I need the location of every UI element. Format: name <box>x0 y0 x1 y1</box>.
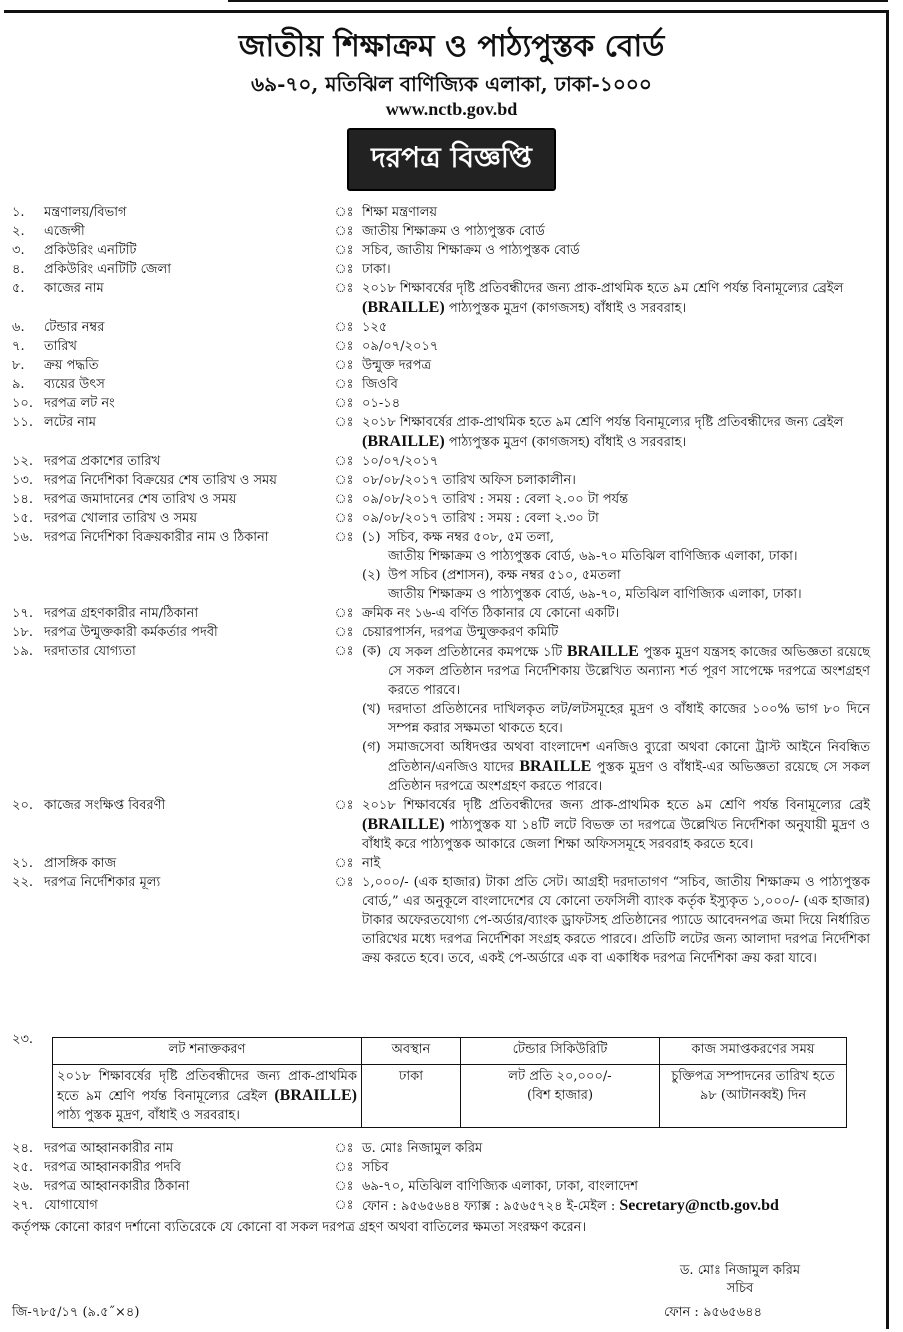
table-row <box>53 1065 847 1128</box>
org-title: জাতীয় শিক্ষাক্রম ও পাঠ্যপুস্তক বোর্ড <box>238 29 665 64</box>
item-row: ৭. তারিখ ঃ ০৯/০৭/২০১৭ <box>12 339 439 354</box>
item-row: ২১. প্রাসঙ্গিক কাজ ঃ নাই <box>12 856 381 871</box>
completion-cell: চুক্তিপত্র সম্পাদনের তারিখ হতে ৯৮ (আটানব্বই) দিন <box>660 1065 847 1128</box>
item-row: ৬. টেন্ডার নম্বর ঃ ১২৫ <box>12 320 388 335</box>
print-code: জি-৭৮৫/১৭ (৯.৫˝×৪) <box>12 1305 140 1320</box>
sub-item: (১) সচিব, কক্ষ নম্বর ৫০৮, ৫ম তলা, জাতীয় শিক্ষাক্রম ও পাঠ্যপুস্তক বোর্ড, ৬৯-৭০ মতিঝিল বাণিজ্যিক এলাকা, ঢাকা। <box>362 530 798 564</box>
lot-table <box>52 1037 847 1128</box>
table-header: কাজ সমাপ্তকরণের সময় <box>660 1038 847 1065</box>
braille-term: BRAILLE <box>566 643 639 660</box>
org-address: ৬৯-৭০, মতিঝিল বাণিজ্যিক এলাকা, ঢাকা-১০০০ <box>251 72 652 96</box>
table-header: অবস্থান <box>362 1038 461 1065</box>
signatory-title: সচিব <box>726 1281 754 1296</box>
inviter-details <box>12 1139 882 1216</box>
item-row: ৯. ব্যয়ের উৎস ঃ জিওবি <box>12 377 398 392</box>
item-row: ৪. প্রকিউরিং এনটিটি জেলা ঃ ঢাকা। <box>12 262 391 277</box>
item-row: ২২. দরপত্র নির্দেশিকার মূল্য ঃ ১,০০০/- (এক হাজার) টাকা প্রতি সেট। আগ্রহী দরদাতাগণ “সচিব, জাতীয় শিক্ষাক্রম ও পাঠ্যপুস্তক বোর্ড,” এর অনুকূলে বাংলাদেশের যে কোনো তফসিলী ব্যাংক কর্তৃক ইস্যুকৃত ১,০০০/- (এক হাজার) টাকার অফেরতযোগ্য পে-অর্ডার/ব্যাংক ড্রাফটসহ প্রতিষ্ঠানের প্যাডে আবেদনপত্র জমা দিয়ে নির্ধারিত তারিখের মধ্যে দরপত্র নির্দেশিকা সংগ্রহ করতে পারবে। প্রতিটি লটের জন্য আলাদা দরপত্র নির্দেশিকা ক্রয় করতে হবে। তবে, একই পে-অর্ডারে এক বা একাধিক দরপত্র নির্দেশিকা ক্রয় করা যাবে। <box>12 875 870 966</box>
item-row: ১. মন্ত্রণালয়/বিভাগ ঃ শিক্ষা মন্ত্রণালয় <box>12 205 438 220</box>
item-23-number: ২৩. <box>12 1032 34 1047</box>
sub-item: (খ) দরদাতা প্রতিষ্ঠানের দাখিলকৃত লট/লটসমূহের মুদ্রণ ও বাঁধাই কাজের ১০০% ভাগ ৮০ দিনে সম্পন্ন করার সক্ষমতা থাকতে হবে। <box>362 702 871 736</box>
item-row: ১৬. দরপত্র নির্দেশিকা বিক্রয়কারীর নাম ও ঠিকানা ঃ (১) সচিব, কক্ষ নম্বর ৫০৮, ৫ম তলা, জাতীয় শিক্ষাক্রম ও পাঠ্যপুস্তক বোর্ড, ৬৯-৭০ মতিঝিল বাণিজ্যিক এলাকা, ঢাকা। (২) উপ সচিব (প্রশাসন), কক্ষ নম্বর ৫১০, ৫মতলা জাতীয় শিক্ষাক্রম ও পাঠ্যপুস্তক বোর্ড, ৬৯-৭০, মতিঝিল বাণিজ্যিক এলাকা, ঢাকা। <box>12 528 882 604</box>
item-row: ১০. দরপত্র লট নং ঃ ০১-১৪ <box>12 396 401 411</box>
table-header: টেন্ডার সিকিউরিটি <box>461 1038 660 1065</box>
lot-identification-cell: ২০১৮ শিক্ষাবর্ষের দৃষ্টি প্রতিবন্ধীদের জন্য প্রাক-প্রাথমিক হতে ৯ম শ্রেণি পর্যন্ত বিনামূল্যের ব্রেইল (BRAILLE) পাঠ্য পুস্তক মুদ্রণ, বাঁধাই ও সরবরাহ। <box>53 1065 362 1128</box>
item-row: ২০. কাজের সংক্ষিপ্ত বিবরণী ঃ ২০১৮ শিক্ষাবর্ষের দৃষ্টি প্রতিবন্ধীদের জন্য প্রাক-প্রাথমিক হতে ৯ম শ্রেণি পর্যন্ত বিনামূল্যের ব্রেই (BRAILLE) পাঠ্যপুস্তক যা ১৪টি লটে বিভক্ত তা দরপত্রে উল্লেখিত নির্দেশিকা অনুযায়ী মুদ্রণ ও বাঁধাই করে পাঠ্যপুস্তক আকারে জেলা শিক্ষা অফিসসমূহে সরবরাহ করতে হবে। <box>12 798 870 852</box>
security-cell: লট প্রতি ২০,০০০/- (বিশ হাজার) <box>461 1065 660 1128</box>
braille-term: BRAILLE <box>519 758 592 775</box>
sub-item: (ক) যে সকল প্রতিষ্ঠানের কমপক্ষে ১টি BRAILLE পুস্তক মুদ্রণ যন্ত্রসহ কাজের অভিজ্ঞতা রয়েছে সে সকল প্রতিষ্ঠান দরপত্র নির্দেশিকায় উল্লেখিত অন্যান্য শর্ত পূরণ সাপেক্ষে দরপত্রে অংশগ্রহণ করতে পারবে। <box>362 643 871 698</box>
item-row: ২. এজেন্সী ঃ জাতীয় শিক্ষাক্রম ও পাঠ্যপুস্তক বোর্ড <box>12 224 545 239</box>
item-row: ৫. কাজের নাম ঃ ২০১৮ শিক্ষাবর্ষের দৃষ্টি প্রতিবন্ধীদের জন্য প্রাক-প্রাথমিক হতে ৯ম শ্রেণি পর্যন্ত বিনামূল্যের ব্রেইল (BRAILLE) পাঠ্যপুস্তক মুদ্রণ (কাগজসহ) বাঁধাই ও সরবরাহ। <box>12 281 844 316</box>
item-row: ২৬. দরপত্র আহ্বানকারীর ঠিকানা ঃ ৬৯-৭০, মতিঝিল বাণিজ্যিক এলাকা, ঢাকা, বাংলাদেশ <box>12 1179 638 1194</box>
header <box>0 28 903 191</box>
item-row: ১৩. দরপত্র নির্দেশিকা বিক্রয়ের শেষ তারিখ ও সময় ঃ ০৮/০৮/২০১৭ তারিখ অফিস চলাকালীন। <box>12 473 576 488</box>
sub-item: (গ) সমাজসেবা অধিদপ্তর অথবা বাংলাদেশ এনজিও ব্যুরো অথবা কোনো ট্রাস্ট আইনে নিবন্ধিত প্রতিষ্ঠান/এনজিও যাদের BRAILLE পুস্তক মুদ্রণ ও বাঁধাই-এর অভিজ্ঞতা রয়েছে সে সকল প্রতিষ্ঠান দরপত্রে অংশগ্রহণ করতে পারবে। <box>362 740 870 794</box>
signature-block <box>640 1262 840 1298</box>
item-row: ১৮. দরপত্র উন্মুক্তকারী কর্মকর্তার পদবী ঃ চেয়ারপার্সন, দরপত্র উন্মুক্তকরণ কমিটি <box>12 625 559 640</box>
braille-term: (BRAILLE) <box>362 299 445 316</box>
item-row: ১৫. দরপত্র খোলার তারিখ ও সময় ঃ ০৯/০৮/২০১৭ তারিখ : সময় : বেলা ২.৩০ টা <box>12 511 599 526</box>
item-row: ৩. প্রকিউরিং এনটিটি ঃ সচিব, জাতীয় শিক্ষাক্রম ও পাঠ্যপুস্তক বোর্ড <box>12 243 580 258</box>
item-row: ২৫. দরপত্র আহ্বানকারীর পদবি ঃ সচিব <box>12 1160 389 1175</box>
item-row: ৮. ক্রয় পদ্ধতি ঃ উন্মুক্ত দরপত্র <box>12 358 432 373</box>
org-website: www.nctb.gov.bd <box>385 99 518 119</box>
table-header: লট শনাক্তকরণ <box>53 1038 362 1065</box>
braille-term: (BRAILLE) <box>274 1087 357 1104</box>
braille-term: (BRAILLE) <box>362 816 445 833</box>
item-row: ২৪. দরপত্র আহ্বানকারীর নাম ঃ ড. মোঃ নিজামুল করিম <box>12 1141 483 1156</box>
top-rule <box>228 0 888 2</box>
item-row: ১৯. দরদাতার যোগ্যতা ঃ (ক) যে সকল প্রতিষ্ঠানের কমপক্ষে ১টি BRAILLE পুস্তক মুদ্রণ যন্ত্রসহ কাজের অভিজ্ঞতা রয়েছে সে সকল প্রতিষ্ঠান দরপত্র নির্দেশিকায় উল্লেখিত অন্যান্য শর্ত পূরণ সাপেক্ষে দরপত্রে অংশগ্রহণ করতে পারবে। (খ) দরদাতা প্রতিষ্ঠানের দাখিলকৃত লট/লটসমূহের মুদ্রণ ও বাঁধাই কাজের ১০০% ভাগ ৮০ দিনে সম্পন্ন করার সক্ষমতা থাকতে হবে। (গ) সমাজসেবা অধিদপ্তর অথবা বাংলাদেশ এনজিও ব্যুরো অথবা কোনো ট্রাস্ট আইনে নিবন্ধিত প্রতিষ্ঠান/এনজিও যাদের BRAILLE পুস্তক মুদ্রণ ও বাঁধাই-এর অভিজ্ঞতা রয়েছে সে সকল প্রতিষ্ঠান দরপত্রে অংশগ্রহণ করতে পারবে। <box>12 643 871 794</box>
footnote: কর্তৃপক্ষ কোনো কারণ দর্শানো ব্যতিরেকে যে কোনো বা সকল দরপত্র গ্রহণ অথবা বাতিলের ক্ষমতা সংরক্ষণ করেন। <box>12 1220 587 1235</box>
tender-details <box>12 203 882 968</box>
notice-title: দরপত্র বিজ্ঞপ্তি <box>347 128 556 191</box>
item-row: ১৪. দরপত্র জমাদানের শেষ তারিখ ও সময় ঃ ০৯/০৮/২০১৭ তারিখ : সময় : বেলা ২.০০ টা পর্যন্ত <box>12 492 629 507</box>
location-cell: ঢাকা <box>362 1065 461 1128</box>
braille-term: (BRAILLE) <box>362 433 445 450</box>
signatory-phone: ফোন : ৯৫৬৫৬৪৪ <box>664 1305 763 1320</box>
item-row: ১১. লটের নাম ঃ ২০১৮ শিক্ষাবর্ষের প্রাক-প্রাথমিক হতে ৯ম শ্রেণি পর্যন্ত বিনামূল্যের দৃষ্টি প্রতিবন্ধীদের জন্য ব্রেইল (BRAILLE) পাঠ্যপুস্তক মুদ্রণ (কাগজসহ) বাঁধাই ও সরবরাহ। <box>12 415 844 450</box>
item-row: ২৭. যোগাযোগ ঃ ফোন : ৯৫৬৫৬৪৪ ফ্যাক্স : ৯৫৬৫৭২৪ ই-মেইল : Secretary@nctb.gov.bd <box>12 1197 779 1214</box>
signatory-name: ড. মোঃ নিজামুল করিম <box>679 1263 801 1278</box>
item-row: ১২. দরপত্র প্রকাশের তারিখ ঃ ১০/০৭/২০১৭ <box>12 454 439 469</box>
item-row: ১৭. দরপত্র গ্রহণকারীর নাম/ঠিকানা ঃ ক্রমিক নং ১৬-এ বর্ণিত ঠিকানার যে কোনো একটি। <box>12 606 620 621</box>
email-link[interactable]: Secretary@nctb.gov.bd <box>619 1197 779 1214</box>
table-header-row <box>53 1038 847 1065</box>
sub-item: (২) উপ সচিব (প্রশাসন), কক্ষ নম্বর ৫১০, ৫মতলা জাতীয় শিক্ষাক্রম ও পাঠ্যপুস্তক বোর্ড, ৬৯-৭০, মতিঝিল বাণিজ্যিক এলাকা, ঢাকা। <box>362 568 802 602</box>
